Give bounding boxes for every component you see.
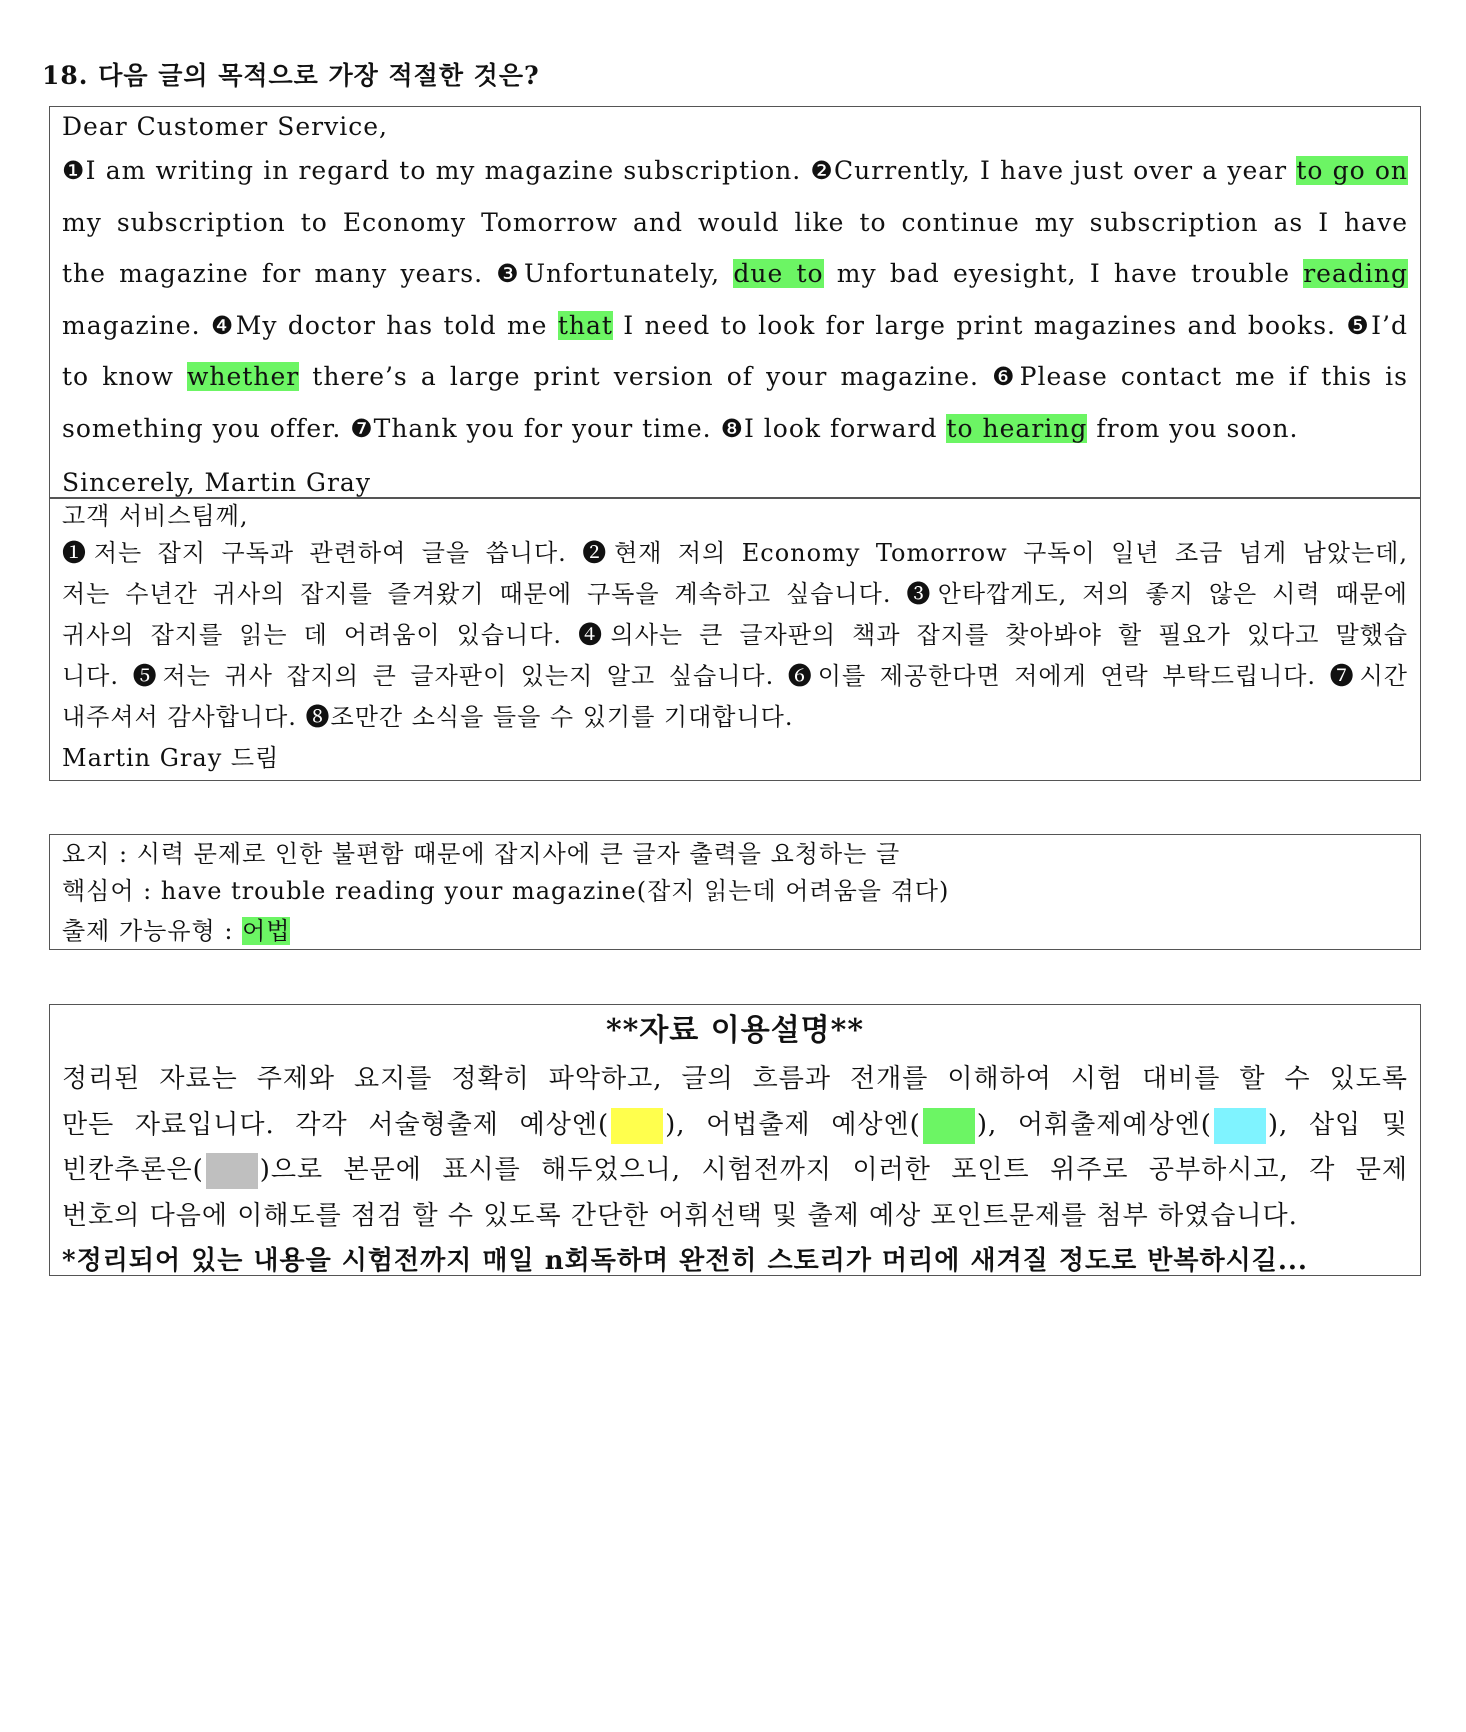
passage-line [62,300,1408,352]
passage-segment: ❶I am writing in regard to my magazine subscription. ❷Currently, I have just over a year [62,156,1297,185]
grammar-highlight: whether [187,362,300,391]
translation-line: 내주셔서 감사합니다. ❽조만간 소식을 들을 수 있기를 기대합니다. [62,703,794,731]
translation-line: ❶저는 잡지 구독과 관련하여 글을 씁니다. ❷현재 저의 Economy Tomorrow 구독이 일년 조금 넘게 남았는데, [62,539,1408,567]
passage-line [62,403,1408,455]
passage-closing: Sincerely, Martin Gray [62,468,371,497]
passage-segment: my bad eyesight, I have trouble [823,259,1304,288]
guide-segment: 빈칸추론은( [62,1155,204,1185]
summary-type [62,911,1408,951]
passage-greeting: Dear Customer Service, [62,112,388,141]
guide-segment: 만든 자료입니다. 각각 서술형출제 예상엔( [62,1109,610,1140]
usage-guide-title: **자료 이용설명** [605,1013,865,1048]
usage-guide-text [50,1005,1420,1285]
passage-segment: I need to look for large print magazines and books. ❺I’d [623,310,1408,340]
translation-line: 니다. ❺저는 귀사 잡지의 큰 글자판이 있는지 알고 싶습니다. ❻이를 제공한다면 저에게 연락 부탁드립니다. ❼시간 [62,662,1408,690]
passage-line: my subscription to Economy Tomorrow and would like to continue my subscription as I have [62,207,1408,237]
summary-text [50,835,1420,951]
summary-type-value: 어법 [242,917,291,945]
guide-line: 정리된 자료는 주제와 요지를 정확히 파악하고, 글의 흐름과 전개를 이해하여 시험 대비를 할 수 있도록 [62,1064,1408,1094]
guide-segment: ), 어휘출제예상엔( [976,1109,1212,1140]
summary-gist: 요지 : 시력 문제로 인한 불편함 때문에 잡지사에 큰 글자 출력을 요청하는 글 [62,840,901,868]
guide-note: *정리되어 있는 내용을 시험전까지 매일 n회독하며 완전히 스토리가 머리에 새겨질 정도로 반복하시길... [62,1246,1308,1276]
grammar-highlight: reading [1303,259,1408,288]
translation-line: 저는 수년간 귀사의 잡지를 즐겨왔기 때문에 구독을 계속하고 싶습니다. ❸안타깝게도, 저의 좋지 않은 시력 때문에 [62,580,1408,608]
guide-line: 번호의 다음에 이해도를 점검 할 수 있도록 간단한 어휘선택 및 출제 예상 포인트문제를 첨부 하였습니다. [62,1200,1298,1231]
translation-text [50,499,1420,779]
yellow-swatch [611,1108,663,1144]
passage-line [62,351,1408,403]
guide-line [62,1148,1408,1194]
guide-line [62,1103,1408,1149]
passage-line [62,145,1408,197]
gray-swatch [206,1153,258,1189]
passage-line [62,248,1408,300]
grammar-highlight: to hearing [946,413,1088,443]
cyan-swatch [1214,1108,1266,1144]
translation-closing: Martin Gray 드림 [62,744,280,772]
passage-text [50,107,1420,502]
translation-line: 귀사의 잡지를 읽는 데 어려움이 있습니다. ❹의사는 큰 글자판의 책과 잡지를 찾아봐야 할 필요가 있다고 말했습 [62,621,1408,649]
passage-segment: the magazine for many years. ❸Unfortunately, [62,259,734,288]
passage-box [49,106,1421,498]
passage-segment: from you soon. [1087,413,1299,443]
summary-box [49,834,1421,950]
passage-segment: to know [62,362,187,391]
usage-guide-box [49,1004,1421,1276]
passage-segment: magazine. ❹My doctor has told me [62,310,558,340]
guide-segment: ), 삽입 및 [1267,1109,1408,1140]
grammar-highlight: to go on [1296,156,1408,185]
question-title: 18. 다음 글의 목적으로 가장 적절한 것은? [42,61,540,90]
passage-segment: there’s a large print version of your magazine. ❻Please contact me if this is [299,362,1408,391]
passage-segment: something you offer. ❼Thank you for your time. ❽I look forward [62,413,947,443]
grammar-highlight: due to [733,259,824,288]
guide-segment: )으로 본문에 표시를 해두었으니, 시험전까지 이러한 포인트 위주로 공부하시고, 각 문제 [259,1155,1408,1185]
translation-box [49,498,1421,781]
guide-segment: ), 어법출제 예상엔( [665,1109,921,1140]
green-swatch [923,1108,975,1144]
translation-greeting: 고객 서비스팀께, [62,502,249,530]
grammar-highlight: that [557,310,613,340]
summary-keyword: 핵심어 : have trouble reading your magazine(잡지 읽는데 어려움을 겪다) [62,877,950,905]
summary-type-label: 출제 가능유형 : [62,917,243,945]
